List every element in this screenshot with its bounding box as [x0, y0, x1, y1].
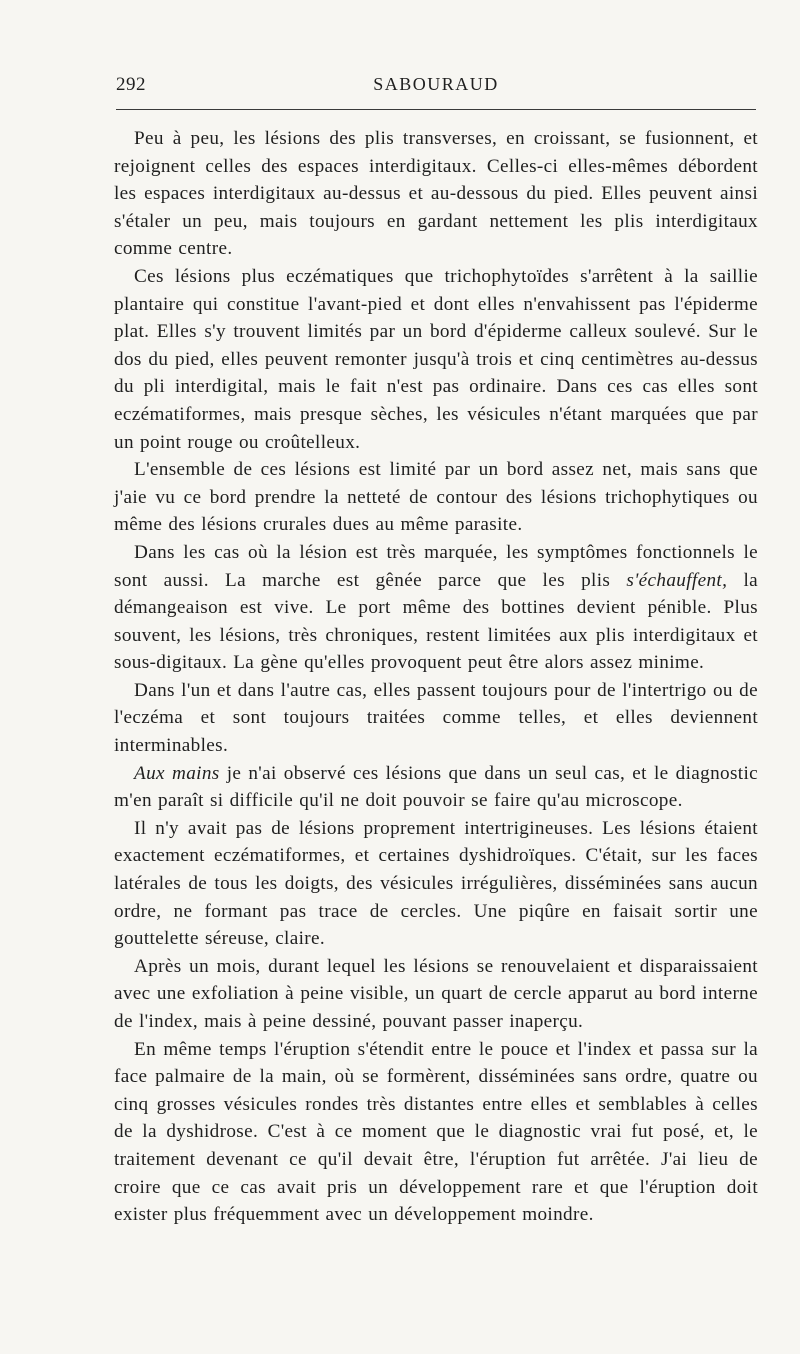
paragraph: Peu à peu, les lésions des plis transverses, en croissant, se fusionnent, et rejoignent celles des espaces interdigitaux. Celles-ci elles-mêmes débordent les espaces interdigitaux au-dessus et au-dessous du pied. Elles peuvent ainsi s'étaler un peu, mais toujours en gardant nettement les plis interdigitaux comme centre. [114, 128, 758, 260]
paragraph [114, 539, 758, 677]
paragraph: Dans l'un et dans l'autre cas, elles passent toujours pour de l'intertrigo ou de l'eczéma et sont toujours traitées comme telles, et elles deviennent interminables. [114, 679, 758, 757]
italic-phrase: Aux mains [134, 762, 220, 784]
italic-phrase: s'échauffent, [626, 569, 728, 591]
paragraph: En même temps l'éruption s'étendit entre le pouce et l'index et passa sur la face palmaire de la main, où se formèrent, disséminées sans ordre, quatre ou cinq grosses vésicules rondes très distantes entre elles et semblables à celles de la dyshidrose. C'est à ce moment que le diagnostic vrai fut posé, et, le traitement devenant ce qu'il devait être, l'éruption fut arrêtée. J'ai lieu de croire que ce cas avait pris un développement rare et que l'éruption doit exister plus fréquemment avec un développement moindre. [114, 1038, 758, 1226]
paragraph: Il n'y avait pas de lésions proprement intertrigineuses. Les lésions étaient exactement eczématiformes, et certaines dyshidroïques. C'était, sur les faces latérales de tous les doigts, des vésicules irrégulières, disséminées sans aucun ordre, ne formant pas trace de cercles. Une piqûre en faisait sortir une gouttelette séreuse, claire. [114, 817, 758, 950]
paragraph: L'ensemble de ces lésions est limité par un bord assez net, mais sans que j'aie vu ce bord prendre la netteté de contour des lésions trichophytiques ou même des lésions crurales dues au même parasite. [114, 459, 758, 536]
paragraph-text: Dans les cas où la lésion est très marquée, les symptômes fonctionnels le sont aussi. La marche est gênée parce que les plis [114, 541, 758, 591]
body-text [114, 125, 758, 1229]
running-title: SABOURAUD [373, 74, 499, 94]
running-head [116, 74, 756, 104]
paragraph: Après un mois, durant lequel les lésions se renouvelaient et disparaissaient avec une exfoliation à peine visible, un quart de cercle apparut au bord interne de l'index, mais à peine dessiné, pouvant passer inaperçu. [114, 955, 758, 1032]
paragraph: Ces lésions plus eczématiques que trichophytoïdes s'arrêtent à la saillie plantaire qui constitue l'avant-pied et dont elles n'envahissent pas l'épiderme plat. Elles s'y trouvent limités par un bord d'épiderme calleux soulevé. Sur le dos du pied, elles peuvent remonter jusqu'à trois et cinq centimètres au-dessus du pli interdigital, mais le fait n'est pas ordinaire. Dans ces cas elles sont eczématiformes, mais presque sèches, les vésicules n'étant marquées que par un point rouge ou croûtelleux. [114, 265, 758, 453]
paragraph [114, 760, 758, 815]
paragraph-text: je n'ai observé ces lésions que dans un seul cas, et le diagnostic m'en paraît si difficile qu'il ne doit pouvoir se faire qu'au microscope. [114, 762, 758, 812]
header-rule [116, 109, 756, 110]
page-number: 292 [116, 74, 146, 95]
paragraph-text: la démangeaison est vive. Le port même des bottines devient pénible. Plus souvent, les lésions, très chroniques, restent limitées aux plis interdigitaux et sous-digitaux. La gène qu'elles provoquent peut être alors assez minime. [114, 569, 758, 674]
